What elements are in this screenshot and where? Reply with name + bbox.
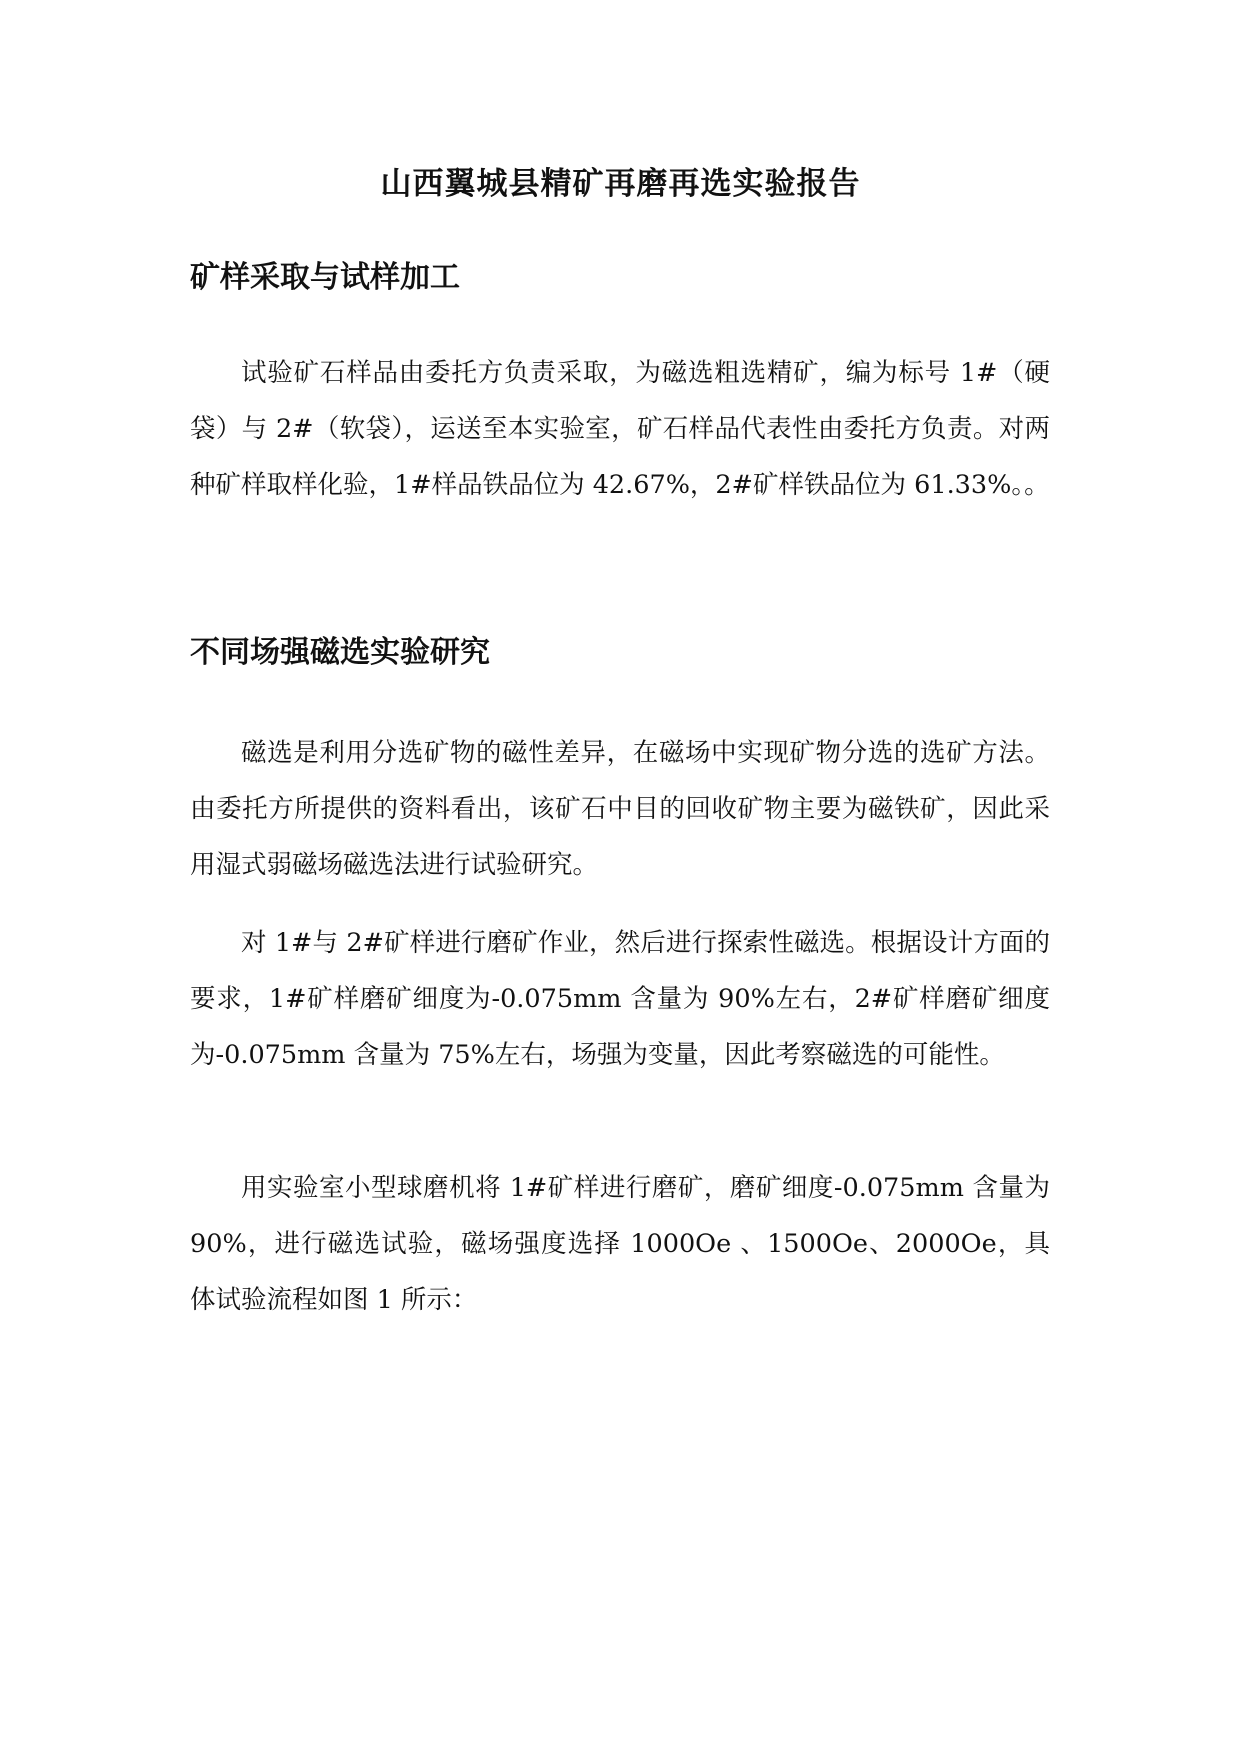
paragraph-sampling: 试验矿石样品由委托方负责采取，为磁选粗选精矿，编为标号 1#（硬袋）与 2#（软袋），运送至本实验室，矿石样品代表性由委托方负责。对两种矿样取样化验，1#样品铁品位为 42.67%，2#矿样铁品位为 61.33%。。 [190, 358, 1050, 500]
paragraph-magnetic-method: 磁选是利用分选矿物的磁性差异，在磁场中实现矿物分选的选矿方法。由委托方所提供的资料看出，该矿石中目的回收矿物主要为磁铁矿，因此采用湿式弱磁场磁选法进行试验研究。 [190, 738, 1050, 880]
section-heading-sampling: 矿样采取与试样加工 [190, 260, 460, 295]
paragraph-test-procedure: 用实验室小型球磨机将 1#矿样进行磨矿，磨矿细度-0.075mm 含量为 90%，进行磁选试验，磁场强度选择 1000Oe 、1500Oe、2000Oe，具体试验流程如图 1 所示： [190, 1173, 1050, 1315]
paragraph-grinding-requirements: 对 1#与 2#矿样进行磨矿作业，然后进行探索性磁选。根据设计方面的要求，1#矿样磨矿细度为-0.075mm 含量为 90%左右，2#矿样磨矿细度为-0.075mm 含量为 75%左右，场强为变量，因此考察磁选的可能性。 [190, 928, 1050, 1070]
document-title: 山西翼城县精矿再磨再选实验报告 [380, 166, 861, 202]
section-heading-magnetic-separation: 不同场强磁选实验研究 [190, 635, 490, 670]
